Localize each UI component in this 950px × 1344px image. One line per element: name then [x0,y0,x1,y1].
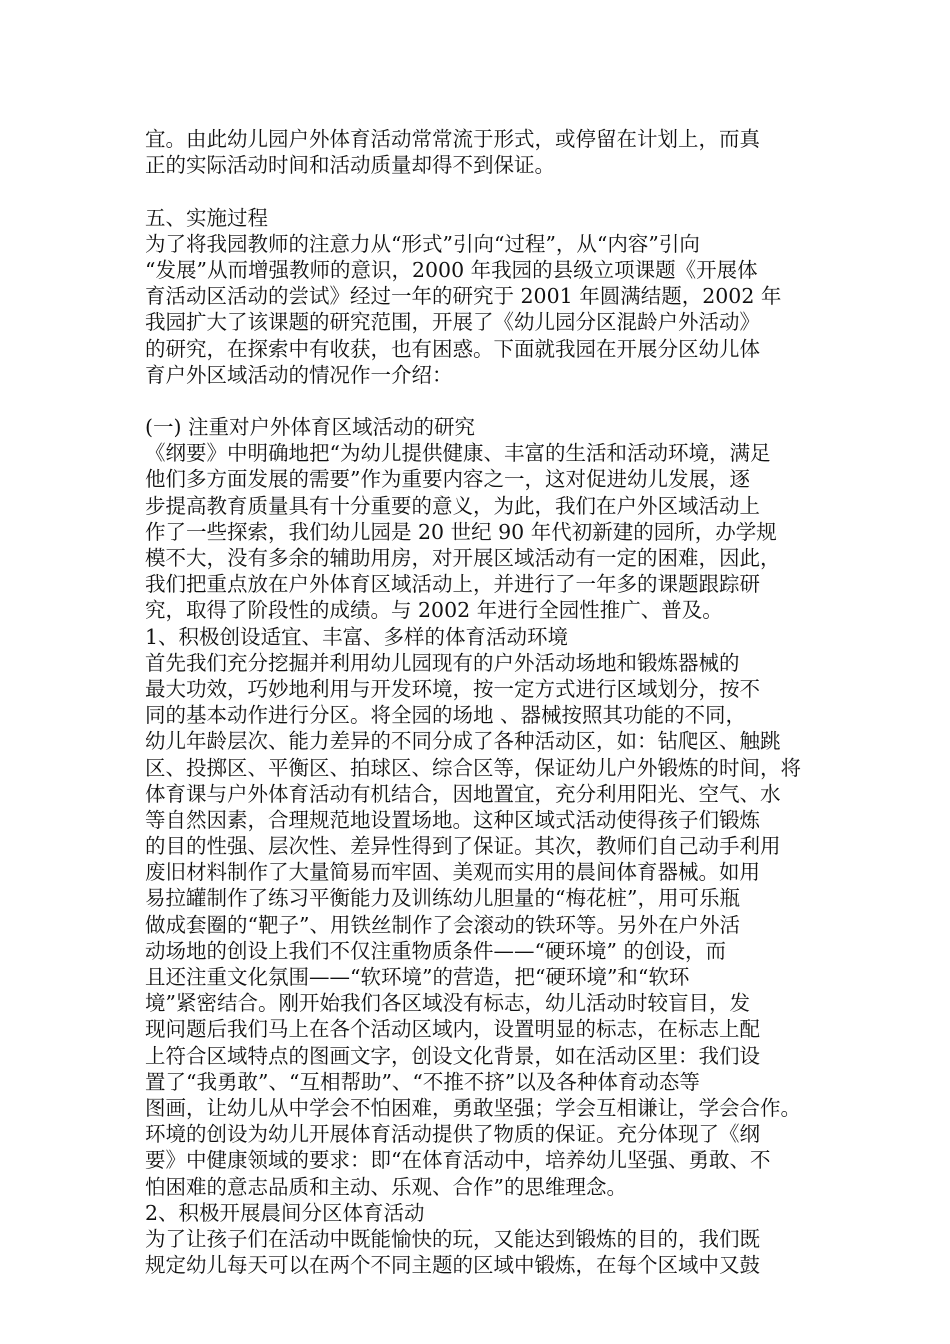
text-line: “发展”从而增强教师的意识，2000 年我园的县级立项课题《开展体 [145,257,758,282]
text-line: 2、积极开展晨间分区体育活动 [145,1200,425,1225]
text-line: 正的实际活动时间和活动质量却得不到保证。 [145,153,555,178]
text-line: 要》中健康领域的要求：即“在体育活动中，培养幼儿坚强、勇敢、不 [145,1148,771,1173]
text-line: 现问题后我们马上在各个活动区域内，设置明显的标志，在标志上配 [145,1017,760,1042]
text-line: 育活动区活动的尝试》经过一年的研究于 2001 年圆满结题，2002 年 [145,284,782,309]
text-line: (一) 注重对户外体育区域活动的研究 [145,415,476,440]
blank-line [145,178,825,204]
text-line: 区、投掷区、平衡区、拍球区、综合区等，保证幼儿户外锻炼的时间，将 [145,755,801,780]
text-line: 首先我们充分挖掘并利用幼儿园现有的户外活动场地和锻炼器械的 [145,650,740,675]
text-line: 我们把重点放在户外体育区域活动上，并进行了一年多的课题跟踪研 [145,572,760,597]
text-line: 动场地的创设上我们不仅注重物质条件——“硬环境” 的创设，而 [145,938,726,963]
text-line: 置了“我勇敢”、“互相帮助”、“不推不挤”以及各种体育动态等 [145,1069,700,1094]
text-line: 图画，让幼儿从中学会不怕困难，勇敢坚强；学会互相谦让，学会合作。 [145,1095,801,1120]
text-line: 《纲要》中明确地把“为幼儿提供健康、丰富的生活和活动环境，满足 [145,441,771,466]
text-line: 为了让孩子们在活动中既能愉快的玩，又能达到锻炼的目的，我们既 [145,1226,760,1251]
text-line: 最大功效，巧妙地利用与开发环境，按一定方式进行区域划分，按不 [145,676,760,701]
text-line: 废旧材料制作了大量简易而牢固、美观而实用的晨间体育器械。如用 [145,860,760,885]
text-line: 规定幼儿每天可以在两个不同主题的区域中锻炼，在每个区域中又鼓 [145,1253,760,1278]
text-line: 做成套圈的“靶子”、用铁丝制作了会滚动的铁环等。另外在户外活 [145,912,740,937]
text-line: 的目的性强、层次性、差异性得到了保证。其次，教师们自己动手利用 [145,834,781,859]
text-line: 体育课与户外体育活动有机结合，因地置宜，充分利用阳光、空气、水 [145,781,781,806]
text-line: 为了将我园教师的注意力从“形式”引向“过程”，从“内容”引向 [145,231,700,256]
text-line: 等自然因素，合理规范地设置场地。这种区域式活动使得孩子们锻炼 [145,807,760,832]
text-line: 幼儿年龄层次、能力差异的不同分成了各种活动区，如：钻爬区、触跳 [145,729,781,754]
text-line: 易拉罐制作了练习平衡能力及训练幼儿胆量的“梅花桩”，用可乐瓶 [145,886,740,911]
text-line: 上符合区域特点的图画文字，创设文化背景，如在活动区里：我们设 [145,1043,760,1068]
text-line: 同的基本动作进行分区。将全园的场地 、器械按照其功能的不同， [145,703,747,728]
text-line: 他们多方面发展的需要”作为重要内容之一，这对促进幼儿发展，逐 [145,467,750,492]
text-line: 且还注重文化氛围——“软环境”的营造，把“硬环境”和“软环 [145,965,690,989]
text-line: 环境的创设为幼儿开展体育活动提供了物质的保证。充分体现了《纲 [145,1122,760,1147]
text-line: 1、积极创设适宜、丰富、多样的体育活动环境 [145,624,569,649]
text-line: 作了一些探索，我们幼儿园是 20 世纪 90 年代初新建的园所，办学规 [145,519,777,544]
text-line: 育户外区域活动的情况作一介绍： [145,362,453,387]
document-body [145,126,825,1278]
text-line: 境”紧密结合。刚开始我们各区域没有标志，幼儿活动时较盲目，发 [145,991,750,1016]
blank-line [145,388,825,414]
text-line: 究，取得了阶段性的成绩。与 2002 年进行全园性推广、普及。 [145,598,723,623]
text-line: 我园扩大了该课题的研究范围，开展了《幼儿园分区混龄户外活动》 [145,310,760,335]
text-line: 五、实施过程 [145,205,268,230]
text-line: 怕困难的意志品质和主动、乐观、合作”的思维理念。 [145,1174,627,1199]
text-line: 模不大，没有多余的辅助用房，对开展区域活动有一定的困难，因此， [145,546,781,570]
text-line: 步提高教育质量具有十分重要的意义，为此，我们在户外区域活动上 [145,493,760,518]
text-line: 宜。由此幼儿园户外体育活动常常流于形式，或停留在计划上，而真 [145,127,760,151]
text-line: 的研究，在探索中有收获，也有困惑。下面就我园在开展分区幼儿体 [145,336,760,361]
